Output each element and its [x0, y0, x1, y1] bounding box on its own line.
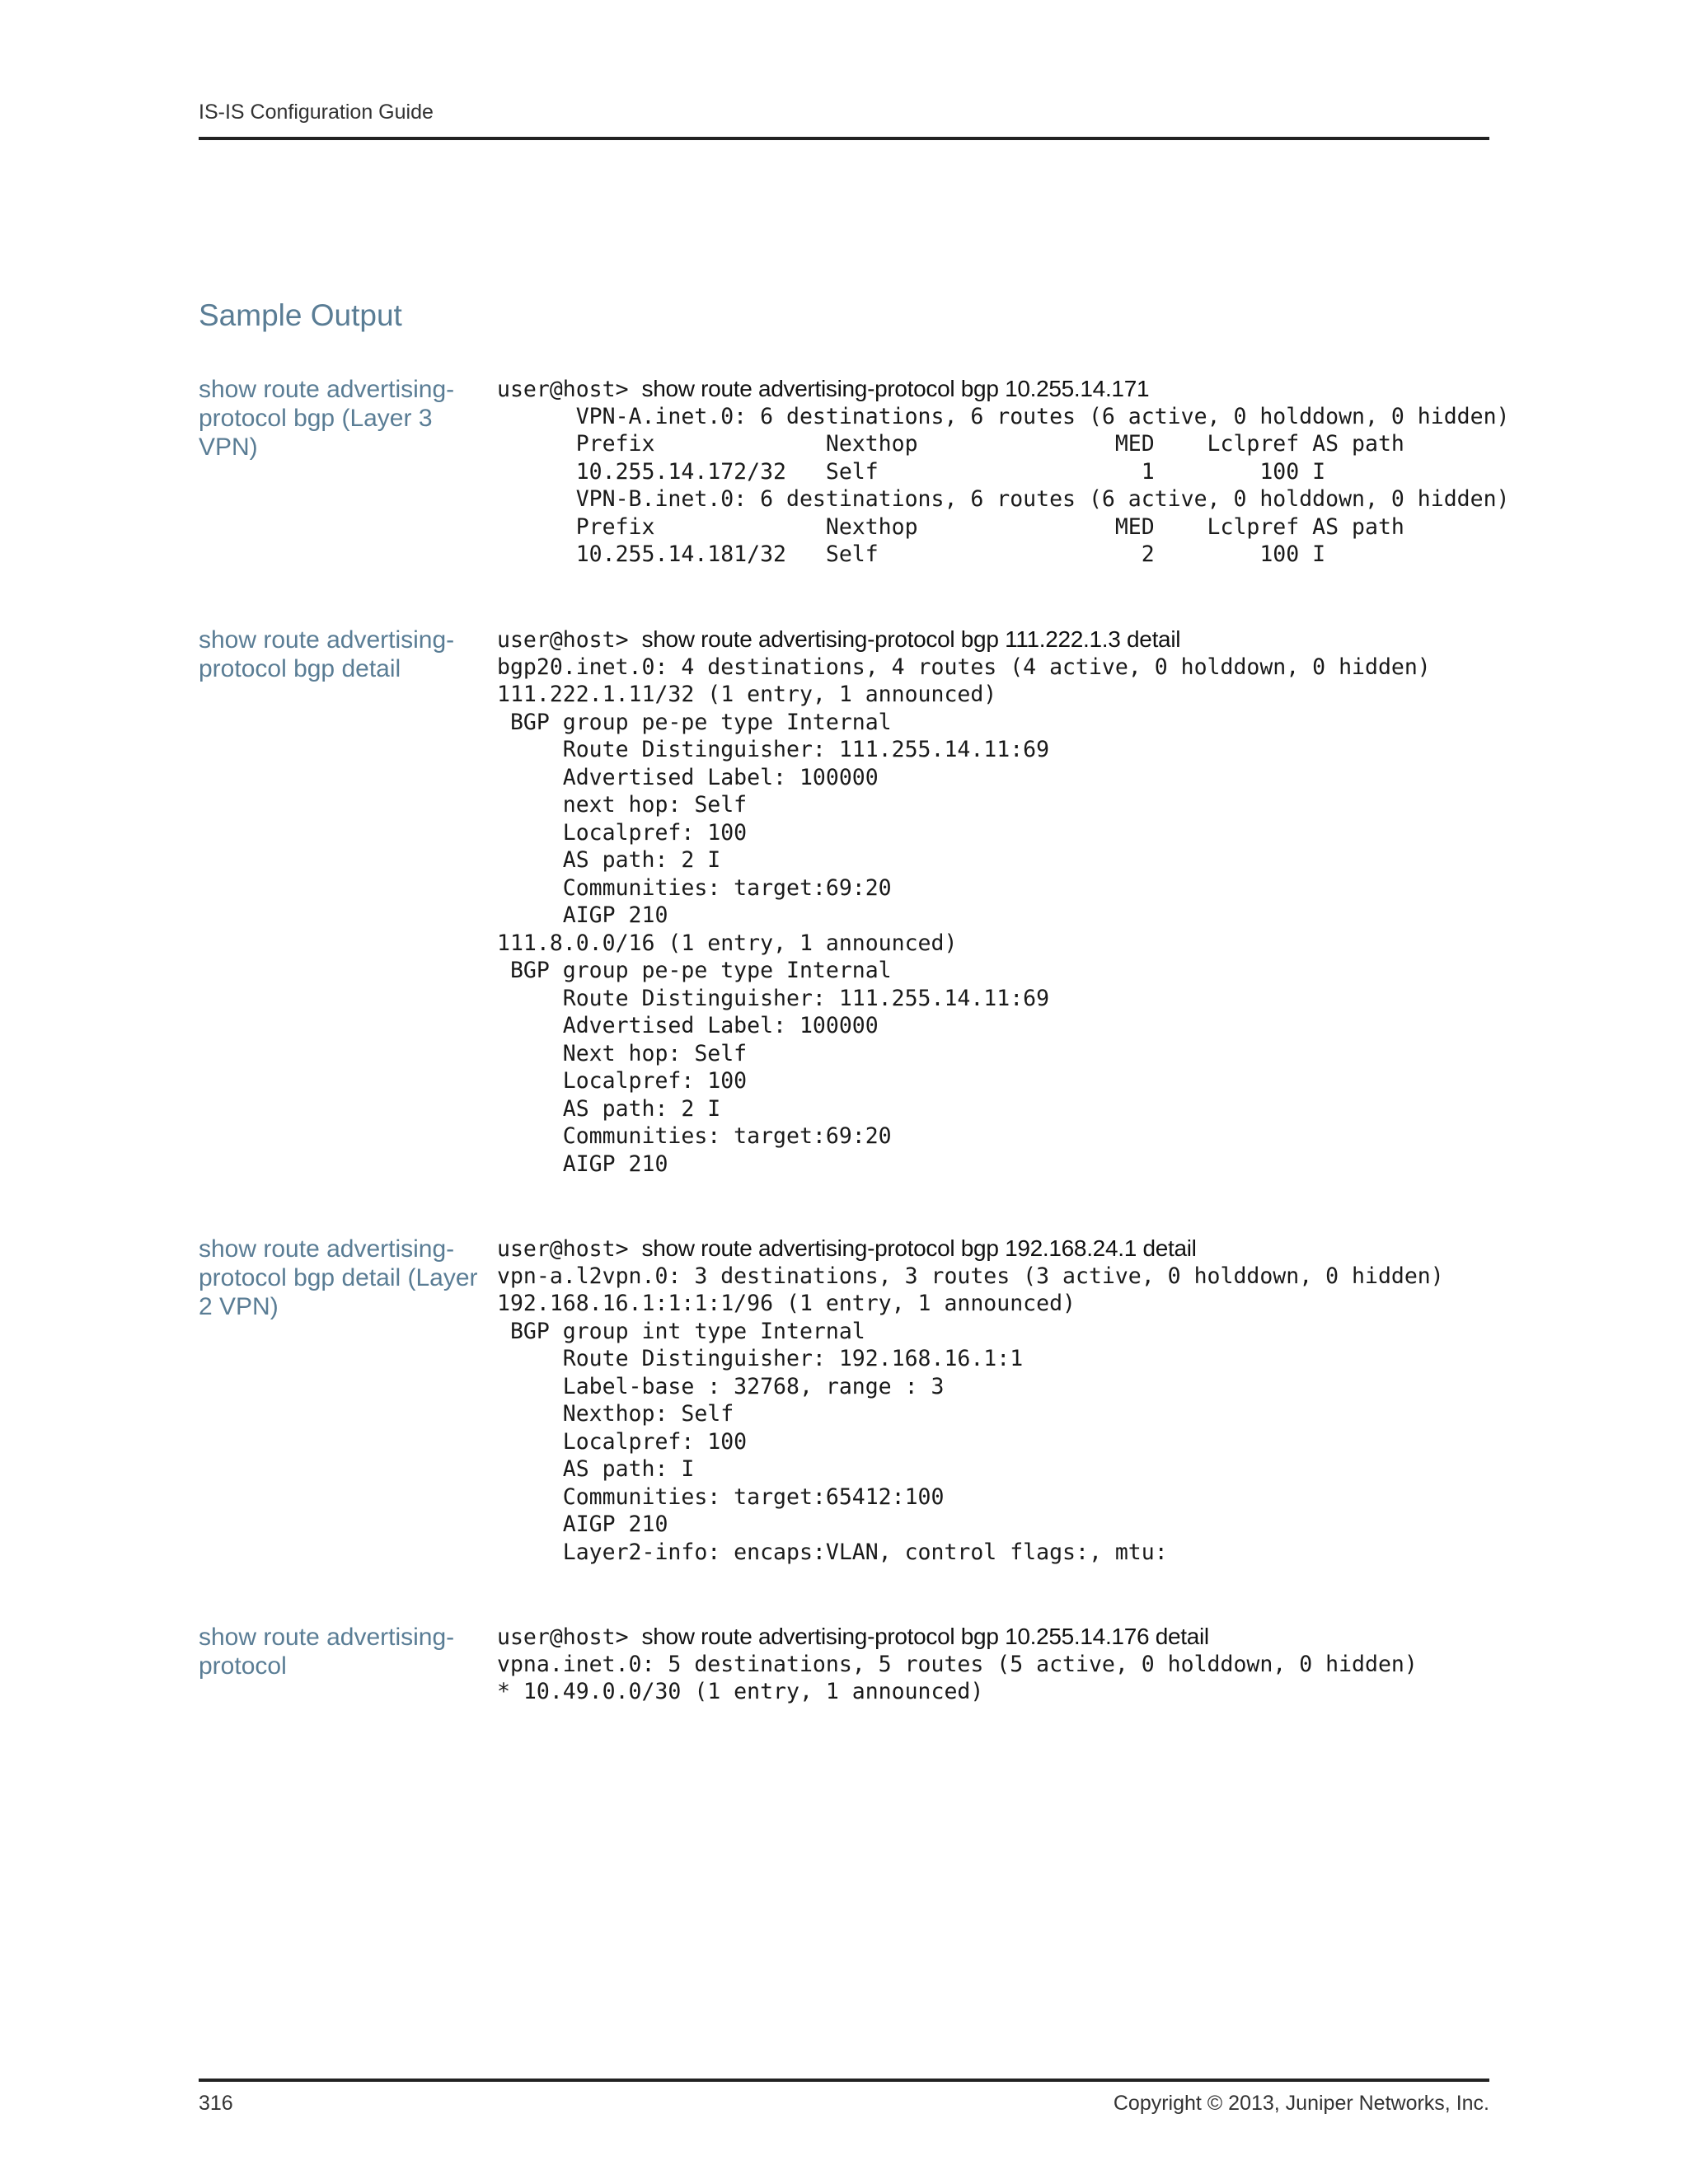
output-line: * 10.49.0.0/30 (1 entry, 1 announced)	[497, 1679, 984, 1704]
output-line: Prefix Nexthop MED Lclpref AS path	[497, 431, 1404, 457]
code-output	[497, 375, 1510, 569]
output-line: 10.255.14.181/32 Self 2 100 I	[497, 541, 1326, 567]
output-line: 111.8.0.0/16 (1 entry, 1 announced)	[497, 930, 958, 956]
output-line: Localpref: 100	[497, 1428, 748, 1455]
copyright-notice: Copyright © 2013, Juniper Networks, Inc.	[1113, 2092, 1489, 2115]
output-line: AIGP 210	[497, 1151, 668, 1177]
output-line: 192.168.16.1:1:1:1/96 (1 entry, 1 announced)	[497, 1291, 1076, 1316]
code-output	[497, 626, 1431, 1178]
output-line: Prefix Nexthop MED Lclpref AS path	[497, 513, 1404, 540]
prompt: user@host>	[497, 627, 629, 653]
output-line: Label-base : 32768, range : 3	[497, 1373, 945, 1399]
code-output	[497, 1623, 1418, 1706]
output-line: next hop: Self	[497, 792, 748, 818]
code-output	[497, 1235, 1444, 1566]
page-number: 316	[199, 2092, 233, 2115]
output-line: AIGP 210	[497, 902, 668, 928]
block-label: show route advertising-protocol	[199, 1624, 455, 1680]
output-line: 111.222.1.11/32 (1 entry, 1 announced)	[497, 682, 997, 707]
output-line: VPN-A.inet.0: 6 destinations, 6 routes (6 active, 0 holddown, 0 hidden)	[497, 403, 1510, 429]
output-line: Localpref: 100	[497, 819, 748, 846]
command-text: show route advertising-protocol bgp 192.168.24.1 detail	[641, 1235, 1197, 1261]
output-line: Route Distinguisher: 111.255.14.11:69	[497, 985, 1050, 1011]
output-line: Localpref: 100	[497, 1068, 748, 1094]
command-text: show route advertising-protocol bgp 10.255.14.176 detail	[641, 1624, 1209, 1649]
output-line: VPN-B.inet.0: 6 destinations, 6 routes (6 active, 0 holddown, 0 hidden)	[497, 486, 1510, 512]
output-line: BGP group pe-pe type Internal	[497, 958, 892, 983]
prompt: user@host>	[497, 1236, 629, 1262]
command-line	[497, 1235, 1444, 1263]
output-line: Communities: target:65412:100	[497, 1483, 945, 1510]
command-text: show route advertising-protocol bgp 111.222.1.3 detail	[641, 626, 1181, 652]
output-line: AS path: 2 I	[497, 1095, 721, 1122]
section-heading: Sample Output	[199, 298, 402, 332]
output-line: vpna.inet.0: 5 destinations, 5 routes (5 active, 0 holddown, 0 hidden)	[497, 1651, 1418, 1677]
page-header	[199, 97, 1489, 140]
output-lines	[497, 403, 1510, 569]
page-footer	[199, 2079, 1489, 2115]
output-line: Advertised Label: 100000	[497, 764, 879, 790]
output-line: bgp20.inet.0: 4 destinations, 4 routes (4 active, 0 holddown, 0 hidden)	[497, 654, 1431, 680]
command-text: show route advertising-protocol bgp 10.255.14.171	[641, 376, 1150, 401]
prompt: user@host>	[497, 1624, 629, 1650]
output-line: AS path: I	[497, 1456, 695, 1482]
output-line: BGP group int type Internal	[497, 1318, 865, 1344]
command-line	[497, 375, 1510, 403]
command-line	[497, 1623, 1418, 1651]
block-label: show route advertising-protocol bgp detail	[199, 626, 455, 682]
output-line: Layer2-info: encaps:VLAN, control flags:, mtu:	[497, 1539, 1168, 1565]
document-title: IS-IS Configuration Guide	[199, 101, 434, 124]
block-label: show route advertising-protocol bgp detail (Layer 2 VPN)	[199, 1235, 478, 1320]
output-line: Communities: target:69:20	[497, 874, 892, 901]
block-label: show route advertising-protocol bgp (Layer 3 VPN)	[199, 376, 455, 461]
output-line: 10.255.14.172/32 Self 1 100 I	[497, 458, 1326, 485]
output-line: Nexthop: Self	[497, 1401, 734, 1427]
output-lines	[497, 1651, 1418, 1706]
output-line: Advertised Label: 100000	[497, 1013, 879, 1038]
output-line: Route Distinguisher: 111.255.14.11:69	[497, 737, 1050, 762]
output-line: BGP group pe-pe type Internal	[497, 709, 892, 735]
output-line: vpn-a.l2vpn.0: 3 destinations, 3 routes (3 active, 0 holddown, 0 hidden)	[497, 1263, 1444, 1289]
output-line: Next hop: Self	[497, 1040, 748, 1066]
output-line: AS path: 2 I	[497, 847, 721, 873]
output-line: AIGP 210	[497, 1511, 668, 1537]
output-line: Route Distinguisher: 192.168.16.1:1	[497, 1346, 1024, 1371]
output-line: Communities: target:69:20	[497, 1123, 892, 1149]
output-lines	[497, 1263, 1444, 1567]
output-lines	[497, 654, 1431, 1179]
command-line	[497, 626, 1431, 654]
prompt: user@host>	[497, 377, 629, 402]
